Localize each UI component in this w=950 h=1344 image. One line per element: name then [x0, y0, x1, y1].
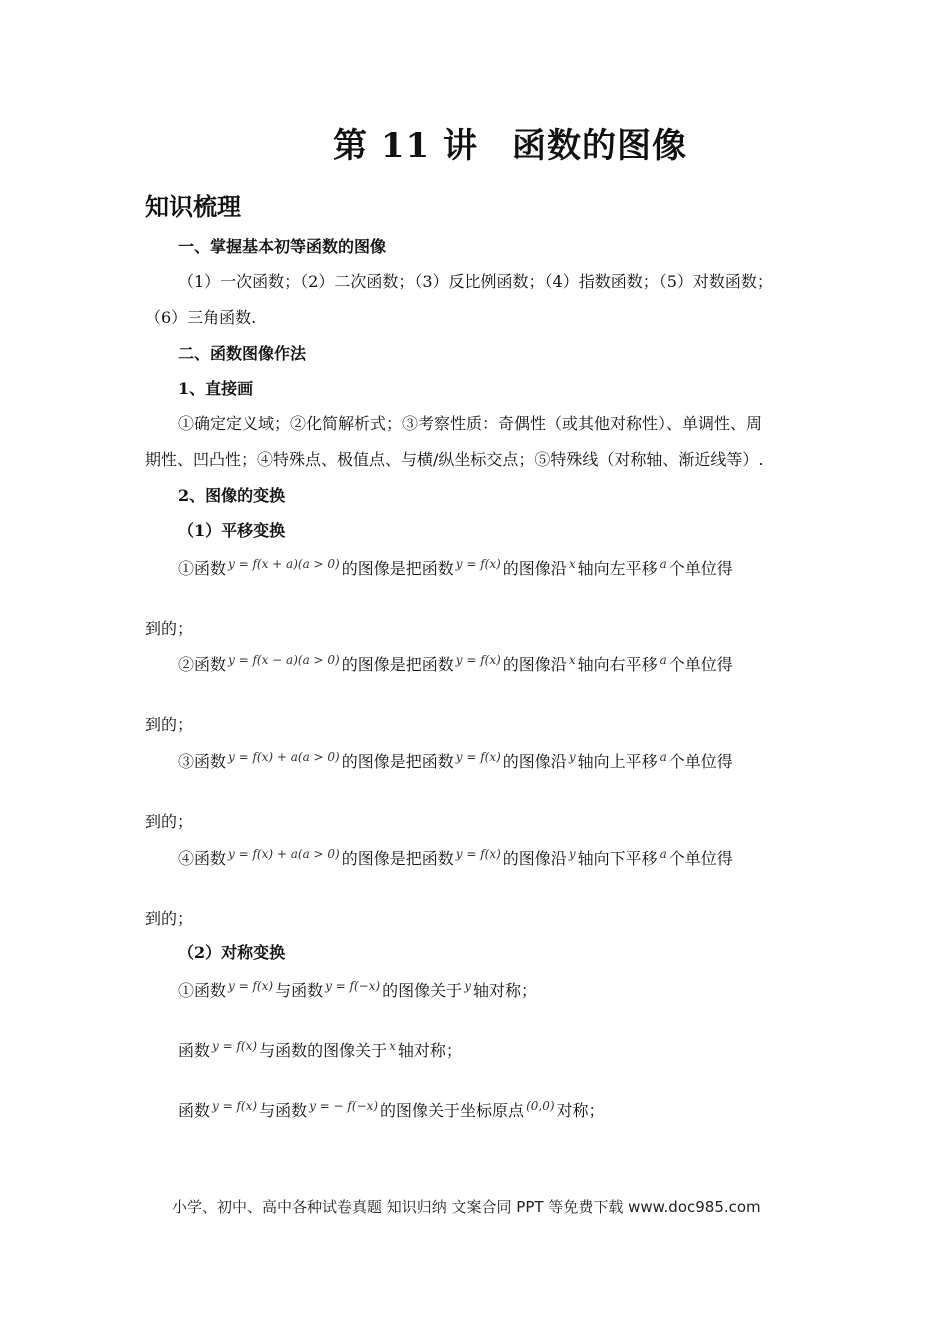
translation-rule-4: ④函数 $^{y = f(x) + a(a > 0)}$ 的图像是把函数 $^{y = f(x)}$ 的图像沿 $^y$ 轴向下平移 $^a$ 个单位得: [178, 847, 733, 868]
translation-rule-2-end: 到的；: [145, 715, 194, 734]
math-expr: y = f(x) + a(a > 0): [228, 750, 340, 764]
subheading-transform: 2、图像的变换: [178, 486, 286, 505]
math-expr: y = f(x + a)(a > 0): [228, 557, 340, 571]
math-var: a: [659, 653, 667, 667]
subheading-translation: （1）平移变换: [178, 521, 286, 540]
translation-rule-4-end: 到的；: [145, 909, 194, 928]
math-expr: y = f(x): [455, 750, 501, 764]
translation-rule-3: ③函数 $^{y = f(x) + a(a > 0)}$ 的图像是把函数 $^{y = f(x)}$ 的图像沿 $^y$ 轴向上平移 $^a$ 个单位得: [178, 750, 733, 771]
math-var: x: [568, 653, 576, 667]
translation-rule-1: ①函数 $^{y = f(x + a)(a > 0)}$ 的图像是把函数 $^{y = f(x)}$ 的图像沿 $^x$ 轴向左平移 $^a$ 个单位得: [178, 557, 733, 578]
heading-graph-methods: 二、函数图像作法: [178, 344, 307, 363]
math-var: a: [659, 557, 667, 571]
math-var: y: [568, 847, 576, 861]
math-var: x: [389, 1039, 396, 1053]
math-var: a: [659, 847, 667, 861]
page-title: 第 11 讲 函数的图像: [333, 126, 687, 166]
heading-basic-functions: 一、掌握基本初等函数的图像: [178, 237, 387, 256]
direct-draw-line1: ①确定定义域；②化简解析式；③考察性质：奇偶性（或其他对称性）、单调性、周: [178, 414, 763, 433]
math-expr: y = f(x): [455, 557, 501, 571]
math-expr: y = f(x − a)(a > 0): [228, 653, 340, 667]
direct-draw-line2: 期性、凹凸性；④特殊点、极值点、与横/纵坐标交点；⑤特殊线（对称轴、渐近线等）.: [145, 450, 764, 469]
math-var: y: [464, 979, 471, 993]
function-list-line2: （6）三角函数.: [145, 308, 257, 327]
translation-rule-1-end: 到的；: [145, 619, 194, 638]
math-expr: y = f(x): [228, 979, 274, 993]
symmetry-rule-1: ①函数 $^{y = f(x)}$ 与函数 $^{y = f(-x)}$ 的图像关于 $^y$ 轴对称；: [178, 979, 537, 1000]
math-var: y: [568, 750, 576, 764]
math-var: x: [568, 557, 576, 571]
footer-text: 小学、初中、高中各种试卷真题 知识归纳 文案合同 PPT 等免费下载 www.doc985.com: [172, 1198, 761, 1216]
math-expr: y = f(x): [455, 653, 501, 667]
section-heading: 知识梳理: [145, 192, 241, 221]
math-expr: y = f(x): [455, 847, 501, 861]
math-expr: y = f(−x): [325, 979, 381, 993]
math-expr: (0,0): [526, 1099, 555, 1113]
math-expr: y = f(x) + a(a > 0): [228, 847, 340, 861]
math-expr: y = f(x): [212, 1099, 258, 1113]
function-list-line1: （1）一次函数；（2）二次函数；（3）反比例函数；（4）指数函数；（5）对数函数；: [178, 272, 773, 291]
translation-rule-3-end: 到的；: [145, 812, 194, 831]
symmetry-rule-3: 函数 $^{y = f(x)}$ 与函数 $^{y = - f(-x)}$ 的图像关于坐标原点 $^{(0,0)}$ 对称；: [178, 1099, 605, 1120]
math-var: a: [659, 750, 667, 764]
translation-rule-2: ②函数 $^{y = f(x - a)(a > 0)}$ 的图像是把函数 $^{y = f(x)}$ 的图像沿 $^x$ 轴向右平移 $^a$ 个单位得: [178, 653, 733, 674]
subheading-direct-draw: 1、直接画: [178, 379, 254, 398]
math-expr: y = − f(−x): [309, 1099, 379, 1113]
math-expr: y = f(x): [212, 1039, 258, 1053]
subheading-symmetry: （2）对称变换: [178, 943, 286, 962]
symmetry-rule-2: 函数 $^{y = f(x)}$ 与函数的图像关于 $^x$ 轴对称；: [178, 1039, 462, 1060]
